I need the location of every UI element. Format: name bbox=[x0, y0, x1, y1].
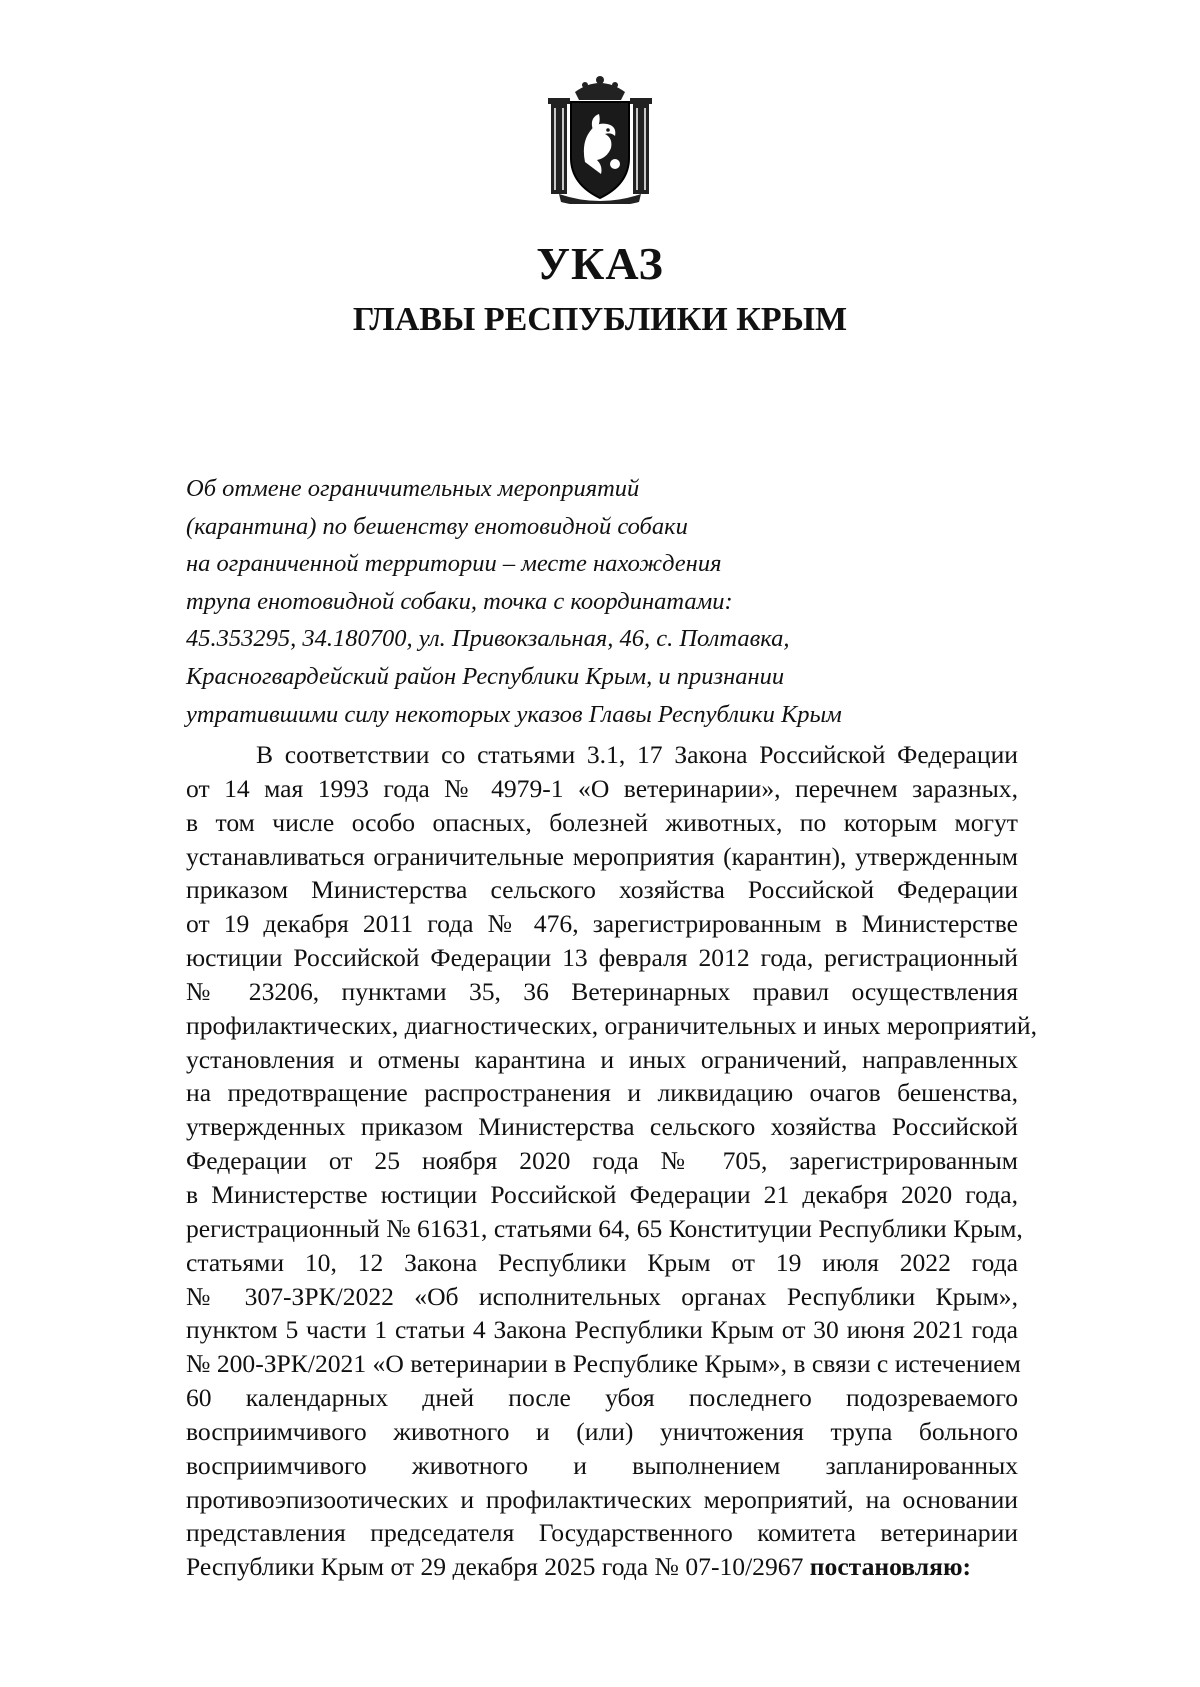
caption-line: Об отмене ограничительных мероприятий bbox=[186, 475, 640, 502]
body-line: противоэпизоотических и профилактических мероприятий, на основании bbox=[186, 1484, 1018, 1514]
document-title: УКАЗ bbox=[536, 238, 664, 289]
body-line: № 200-ЗРК/2021 «О ветеринарии в Республике Крым», в связи с истечением bbox=[186, 1349, 1021, 1379]
body-line: В соответствии со статьями 3.1, 17 Закона Российской Федерации bbox=[256, 740, 1018, 769]
body-line: утвержденных приказом Министерства сельского хозяйства Российской bbox=[186, 1112, 1018, 1142]
caption-line: 45.353295, 34.180700, ул. Привокзальная, 46, с. Полтавка, bbox=[186, 625, 790, 653]
body-line: восприимчивого животного и (или) уничтожения трупа больного bbox=[186, 1416, 1018, 1446]
caption-line: (карантина) по бешенству енотовидной собаки bbox=[186, 512, 688, 540]
body-line: регистрационный № 61631, статьями 64, 65 Конституции Республики Крым, bbox=[186, 1213, 1023, 1243]
document-subtitle: ГЛАВЫ РЕСПУБЛИКИ КРЫМ bbox=[352, 301, 848, 338]
body-line: № 23206, пунктами 35, 36 Ветеринарных правил осуществления bbox=[186, 976, 1018, 1006]
body-line: пунктом 5 части 1 статьи 4 Закона Республики Крым от 30 июня 2021 года bbox=[186, 1315, 1018, 1345]
body-line: статьями 10, 12 Закона Республики Крым от 19 июля 2022 года bbox=[186, 1247, 1018, 1277]
caption-line: Красногвардейский район Республики Крым, и признании bbox=[186, 662, 785, 690]
body-line: № 307-ЗРК/2022 «Об исполнительных органах Республики Крым», bbox=[186, 1281, 1018, 1311]
body-line: на предотвращение распространения и ликвидацию очагов бешенства, bbox=[186, 1078, 1018, 1108]
coat-of-arms-icon bbox=[545, 72, 655, 204]
decree-verb: постановляю: bbox=[809, 1552, 972, 1582]
body-line: от 14 мая 1993 года № 4979-1 «О ветеринарии», перечнем заразных, bbox=[186, 773, 1018, 803]
body-line: в том числе особо опасных, болезней животных, по которым могут bbox=[186, 807, 1018, 837]
body-line: 60 календарных дней после убоя последнего подозреваемого bbox=[186, 1383, 1018, 1413]
body-line: установления и отмены карантина и иных ограничений, направленных bbox=[186, 1044, 1018, 1074]
caption-line: трупа енотовидной собаки, точка с координатами: bbox=[186, 587, 733, 615]
decree-caption bbox=[186, 470, 966, 733]
body-line: восприимчивого животного и выполнением запланированных bbox=[186, 1450, 1018, 1480]
body-line: юстиции Российской Федерации 13 февраля 2012 года, регистрационный bbox=[186, 943, 1018, 973]
caption-line: на ограниченной территории – месте нахождения bbox=[186, 550, 722, 578]
body-line: приказом Министерства сельского хозяйства Российской Федерации bbox=[186, 875, 1018, 905]
body-line: в Министерстве юстиции Российской Федерации 21 декабря 2020 года, bbox=[186, 1179, 1018, 1209]
caption-line: утратившими силу некоторых указов Главы Республики Крым bbox=[186, 700, 842, 728]
body-line: представления председателя Государственного комитета ветеринарии bbox=[186, 1518, 1018, 1548]
decree-body bbox=[186, 738, 1037, 1584]
body-line-final bbox=[186, 1550, 1018, 1584]
body-line-final-text: Республики Крым от 29 декабря 2025 года № 07-10/2967 bbox=[186, 1552, 804, 1582]
body-line: профилактических, диагностических, ограничительных и иных мероприятий, bbox=[186, 1010, 1037, 1040]
body-line: от 19 декабря 2011 года № 476, зарегистрированным в Министерстве bbox=[186, 909, 1018, 939]
body-line: устанавливаться ограничительные мероприятия (карантин), утвержденным bbox=[186, 841, 1018, 871]
body-line: Федерации от 25 ноября 2020 года № 705, зарегистрированным bbox=[186, 1146, 1018, 1176]
